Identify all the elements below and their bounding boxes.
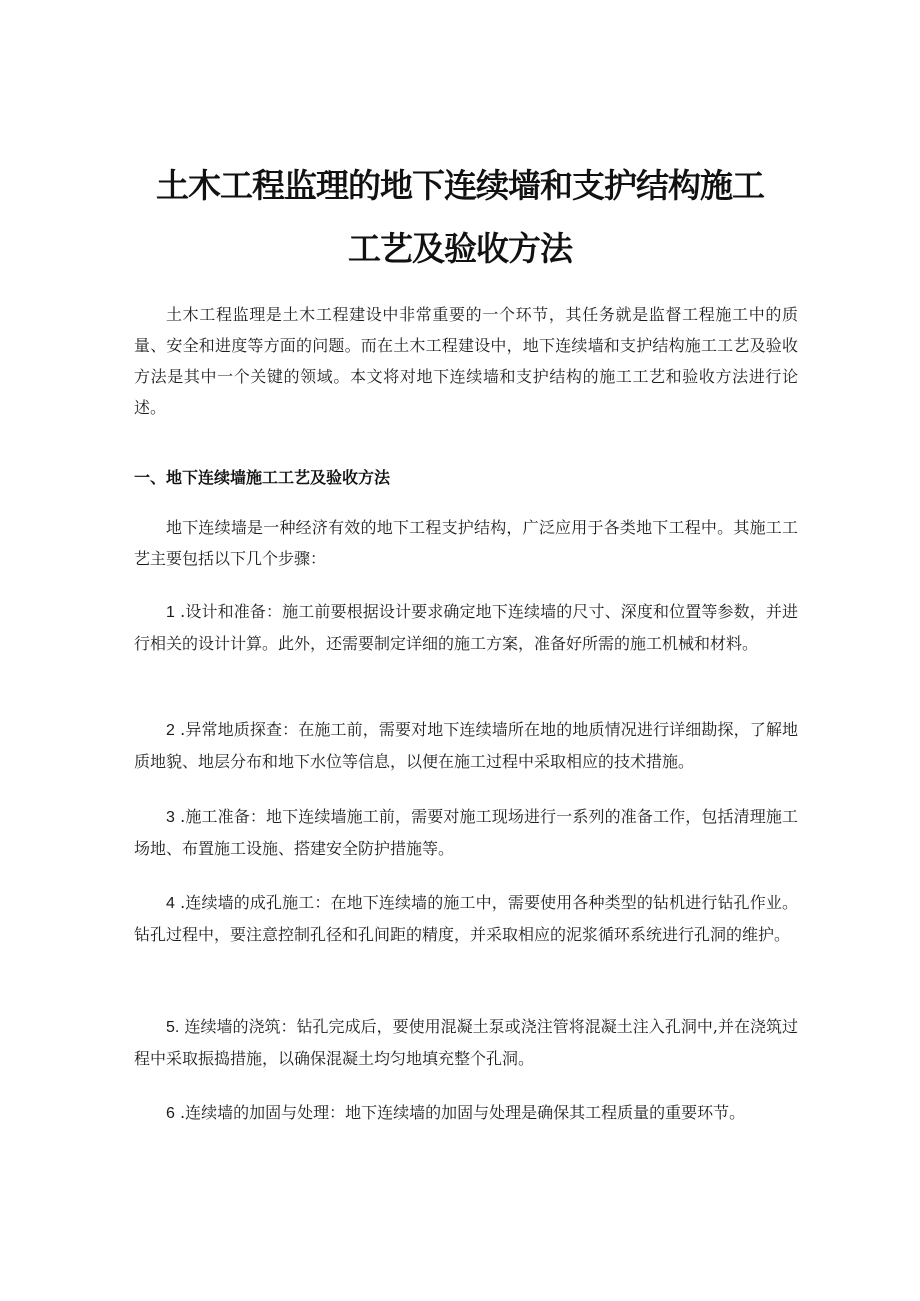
page-title-line-1: 土木工程监理的地下连续墙和支护结构施工 bbox=[156, 166, 764, 205]
list-item-number: 6 bbox=[166, 1105, 175, 1122]
list-item-number: 2 bbox=[166, 722, 175, 739]
list-item-text: .施工准备：地下连续墙施工前，需要对施工现场进行一系列的准备工作，包括清理施工场地、布置施工设施、搭建安全防护措施等。 bbox=[134, 807, 798, 858]
list-item-text: .连续墙的加固与处理：地下连续墙的加固与处理是确保其工程质量的重要环节。 bbox=[180, 1103, 746, 1122]
list-item-number: 1 bbox=[166, 604, 175, 621]
section-heading: 一、地下连续墙施工工艺及验收方法 bbox=[134, 468, 391, 487]
list-item-text: .设计和准备：施工前要根据设计要求确定地下连续墙的尺寸、深度和位置等参数，并进行相关的设计计算。此外，还需要制定详细的施工方案，准备好所需的施工机械和材料。 bbox=[134, 602, 798, 653]
list-item-number: 4 bbox=[166, 895, 175, 912]
list-item-1 bbox=[134, 596, 798, 659]
list-item-5 bbox=[134, 1011, 798, 1074]
intro-paragraph: 土木工程监理是土木工程建设中非常重要的一个环节，其任务就是监督工程施工中的质量、安全和进度等方面的问题。而在土木工程建设中，地下连续墙和支护结构施工工艺及验收方法是其中一个关键的领域。本文将对地下连续墙和支护结构的施工工艺和验收方法进行论述。 bbox=[134, 305, 798, 417]
list-item-text: .异常地质探查：在施工前，需要对地下连续墙所在地的地质情况进行详细勘探，了解地质地貌、地层分布和地下水位等信息，以便在施工过程中采取相应的技术措施。 bbox=[134, 720, 798, 771]
page-title-line-2: 工艺及验收方法 bbox=[348, 229, 572, 268]
list-item-2 bbox=[134, 714, 798, 777]
list-item-text: .连续墙的成孔施工：在地下连续墙的施工中，需要使用各种类型的钻机进行钻孔作业。钻孔过程中，要注意控制孔径和孔间距的精度，并采取相应的泥浆循环系统进行孔洞的维护。 bbox=[134, 893, 798, 944]
list-item-number: 3 bbox=[166, 809, 175, 826]
list-item-6 bbox=[134, 1097, 798, 1129]
list-item-text: 连续墙的浇筑：钻孔完成后，要使用混凝土泵或浇注管将混凝土注入孔洞中,并在浇筑过程中采取振捣措施，以确保混凝土均匀地填充整个孔洞。 bbox=[134, 1017, 798, 1068]
list-item-4 bbox=[134, 887, 798, 950]
list-item-3 bbox=[134, 801, 798, 864]
section-intro-paragraph: 地下连续墙是一种经济有效的地下工程支护结构，广泛应用于各类地下工程中。其施工工艺主要包括以下几个步骤： bbox=[134, 518, 798, 568]
list-item-number: 5. bbox=[166, 1019, 180, 1036]
